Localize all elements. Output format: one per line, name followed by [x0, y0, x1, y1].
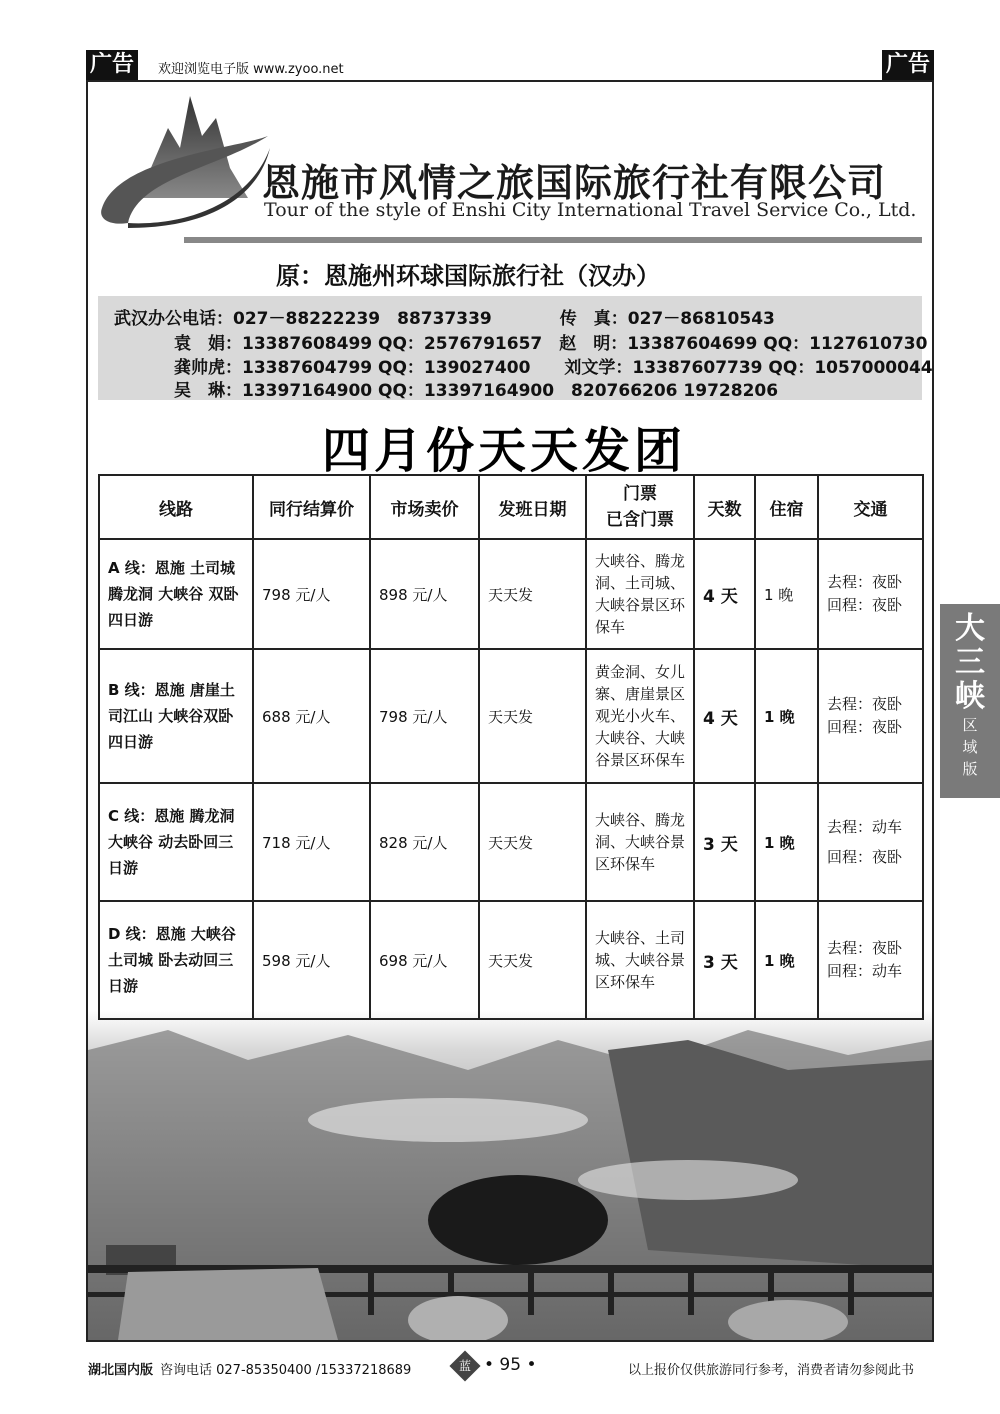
departure-cell: 天天发	[479, 539, 586, 649]
days-cell: 3 天	[694, 901, 755, 1019]
contact-row: 袁 娟：13387608499 QQ：2576791657 赵 明：13387604699 QQ：1127610730	[174, 334, 928, 354]
col-days: 天数	[694, 475, 755, 539]
transport-back: 回程：夜卧	[827, 596, 903, 614]
col-route: 线路	[99, 475, 253, 539]
trade-price-cell: 798 元/人	[253, 539, 370, 649]
side-tab-title-char: 峡	[955, 679, 985, 714]
table-row	[99, 539, 923, 649]
region-side-tab[interactable]	[940, 604, 1000, 798]
company-formerly: 原：恩施州环球国际旅行社（汉办）	[276, 262, 660, 290]
contact-row: 吴 琳：13397164900 QQ：13397164900 820766206 19728206	[174, 381, 779, 401]
transport-back: 回程：夜卧	[827, 718, 903, 736]
route-cell: A 线：恩施 土司城 腾龙洞 大峡谷 双卧 四日游	[99, 539, 253, 649]
departure-cell: 天天发	[479, 649, 586, 783]
stay-cell: 1 晚	[755, 783, 818, 901]
route-cell: C 线：恩施 腾龙洞 大峡谷 动去卧回三日游	[99, 783, 253, 901]
transport-cell	[818, 539, 923, 649]
mountain-logo-icon	[98, 88, 278, 228]
trade-price-cell: 688 元/人	[253, 649, 370, 783]
side-tab-sub-char: 区	[962, 716, 978, 734]
edition-badge-icon: 蓝	[449, 1350, 480, 1381]
site-text[interactable]: 欢迎浏览电子版 www.zyoo.net	[158, 62, 344, 77]
contact-row: 龚帅虎：13387604799 QQ：139027400 刘文学：13387607739 QQ：1057000044	[174, 358, 933, 378]
stay-cell: 1 晚	[755, 539, 818, 649]
headline: 四月份天天发团	[322, 423, 687, 479]
footer-consult: 咨询电话 027-85350400 /15337218689	[160, 1363, 412, 1378]
days-cell: 4 天	[694, 539, 755, 649]
col-tickets: 门票 已含门票	[586, 475, 694, 539]
market-price-cell: 898 元/人	[370, 539, 479, 649]
route-cell: B 线：恩施 唐崖土司江山 大峡谷双卧四日游	[99, 649, 253, 783]
transport-go: 去程：动车	[827, 818, 903, 836]
col-stay: 住宿	[755, 475, 818, 539]
table-row	[99, 783, 923, 901]
tickets-cell: 黄金洞、女儿寨、唐崖景区观光小火车、大峡谷、大峡谷景区环保车	[586, 649, 694, 783]
ad-label-left: 广告	[86, 50, 138, 80]
company-name-cn: 恩施市风情之旅国际旅行社有限公司	[262, 161, 887, 205]
routes-table	[98, 474, 924, 1020]
footer-edition: 湖北国内版	[88, 1363, 154, 1378]
transport-go: 去程：夜卧	[827, 939, 903, 957]
transport-cell	[818, 901, 923, 1019]
col-transport: 交通	[818, 475, 923, 539]
footer-disclaimer: 以上报价仅供旅游同行参考，消费者请勿参阅此书	[628, 1363, 915, 1378]
trade-price-cell: 598 元/人	[253, 901, 370, 1019]
tickets-cell: 大峡谷、腾龙洞、大峡谷景区环保车	[586, 783, 694, 901]
contact-block	[98, 296, 933, 401]
departure-cell: 天天发	[479, 901, 586, 1019]
page-number: • 95 •	[484, 1355, 537, 1375]
side-tab-sub-char: 版	[962, 760, 978, 778]
table-row	[99, 901, 923, 1019]
ad-label-right: 广告	[882, 50, 934, 80]
side-tab-title-char: 大	[955, 611, 985, 646]
market-price-cell: 698 元/人	[370, 901, 479, 1019]
company-name-en: Tour of the style of Enshi City International Travel Service Co., Ltd.	[264, 199, 917, 221]
contact-row: 武汉办公电话：027－88222239 88737339 传 真：027－86810543	[114, 309, 775, 329]
col-market-price: 市场卖价	[370, 475, 479, 539]
col-trade-price: 同行结算价	[253, 475, 370, 539]
transport-cell	[818, 649, 923, 783]
trade-price-cell: 718 元/人	[253, 783, 370, 901]
market-price-cell: 798 元/人	[370, 649, 479, 783]
stay-cell: 1 晚	[755, 901, 818, 1019]
canyon-photo	[88, 1010, 932, 1340]
transport-go: 去程：夜卧	[827, 695, 903, 713]
transport-back: 回程：动车	[827, 962, 903, 980]
departure-cell: 天天发	[479, 783, 586, 901]
tickets-cell: 大峡谷、腾龙洞、土司城、大峡谷景区环保车	[586, 539, 694, 649]
col-departure: 发班日期	[479, 475, 586, 539]
transport-back: 回程：夜卧	[827, 848, 903, 866]
days-cell: 4 天	[694, 649, 755, 783]
tickets-cell: 大峡谷、土司城、大峡谷景区环保车	[586, 901, 694, 1019]
table-row	[99, 649, 923, 783]
divider	[184, 237, 922, 243]
stay-cell: 1 晚	[755, 649, 818, 783]
table-header-row	[99, 475, 923, 539]
route-cell: D 线：恩施 大峡谷 土司城 卧去动回三日游	[99, 901, 253, 1019]
market-price-cell: 828 元/人	[370, 783, 479, 901]
days-cell: 3 天	[694, 783, 755, 901]
transport-cell	[818, 783, 923, 901]
side-tab-title-char: 三	[955, 645, 985, 680]
transport-go: 去程：夜卧	[827, 573, 903, 591]
side-tab-sub-char: 域	[962, 738, 978, 756]
